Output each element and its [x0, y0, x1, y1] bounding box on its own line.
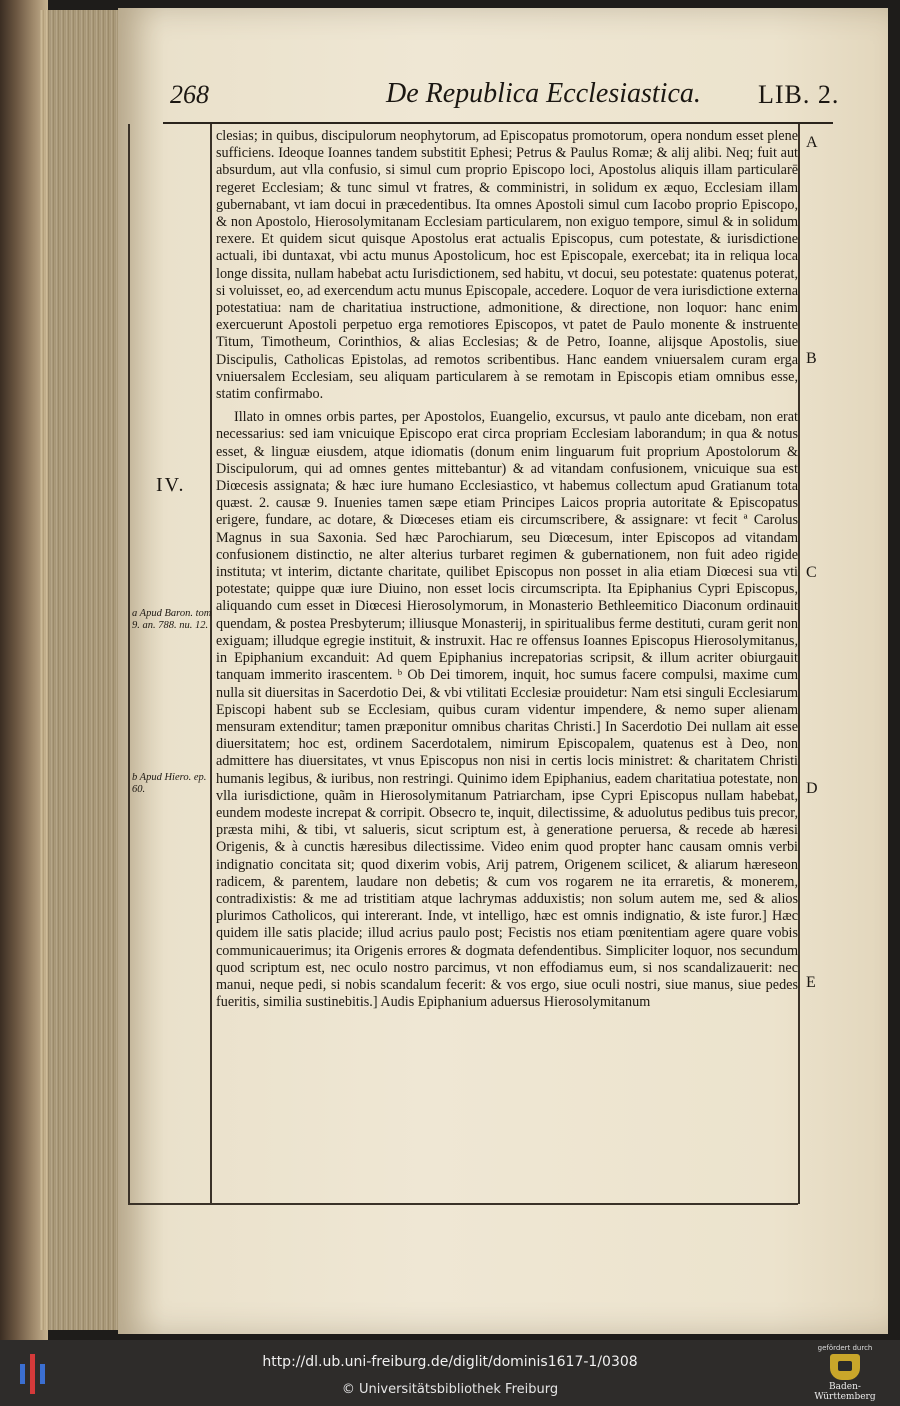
sponsor-line: gefördert durch [817, 1344, 873, 1352]
page-edges [40, 10, 130, 1330]
margin-letter-a: A [806, 134, 818, 151]
left-margin-rule [128, 124, 130, 1204]
side-note-a: a Apud Baron. tom 9. an. 788. nu. 12. [132, 608, 212, 631]
margin-letter-c: C [806, 564, 817, 581]
section-number: IV. [156, 474, 186, 496]
margin-letter-e: E [806, 974, 816, 991]
page-sheet [118, 8, 888, 1334]
running-title: De Republica Ecclesiastica. [386, 78, 701, 109]
right-margin-rule [798, 124, 800, 1204]
coat-of-arms-icon [830, 1354, 860, 1380]
sponsor-block [800, 1344, 890, 1402]
margin-letter-b: B [806, 350, 817, 367]
margin-letter-d: D [806, 780, 818, 797]
viewer-footer [0, 1340, 900, 1406]
book-label: LIB. 2. [758, 80, 840, 109]
paragraph: Illato in omnes orbis partes, per Apostolos, Euangelio, excursus, vt paulo ante dicebam, non erat necessarius: sed iam vnicuique Episcopo erat circa propriam Ecclesiam laborandum; in qua & notus esset, & linguæ eiusdem, atque idiomatis (donum enim linguarum fuit proprium Apostolorum & Discipulorum, qui ad omnes gentes mittebantur) & ad vitandam confusionem, vnicuique sua est Diœcesis assignata; & hæc iure humano Ecclesiastico, vt habemus collectum apud Gratianum tota quæst. 2. causæ 9. Inuenies tamen sæpe etiam Principes Laicos propria autoritate & Episcopatus erigere, fundare, ac dotare, & Diœceses etiam eis circumscribere, & assignare: vt fecit ª Carolus Magnus in sua Saxonia. Sed hæc Parochiarum, seu Diœcesum, inter Episcopos ad vitandam confusionem distinctio, ne alter alterius turbaret regimen & gubernationem, non fuit adeo rigide instituta; vt interim, dictante charitate, quilibet Episcopus non posset in alia etiam Diœcesi sua vti potestate; quippe quæ iure Diuino, non esset locis circumscripta. Ita Epiphanius Cypri Episcopus, aliquando cum esset in Diœcesi Hierosolymorum, in Monasterio Bethleemitico Diaconum ordinauit quendam, & postea Presbyterum; illiusque Monasterij, in spiritualibus ferme destituti, curam gerit non exiguam; illudque egregie instituit, & instruxit. Hac re offensus Ioannes Episcopus Hierosolymitanus, in Epiphanium excanduit: Ad quem Epiphanius increpatorias scripsit, & illum acriter obiurgauit tanquam immerito irascentem. ᵇ Ob Dei timorem, inquit, hoc sumus facere compulsi, maxime cum nulla sit diuersitas in Sacerdotio Dei, & vbi vtilitati Ecclesiæ prouidetur: Nam etsi singuli Ecclesiarum Episcopi habent sub se Ecclesiam, quibus curam videntur impendere, & nemo super alienam mensuram extenditur; tamen præponitur omnibus charitas Christi.] In Sacerdotio Dei nullam ait esse diuersitatem; hoc est, ordinem Sacerdotalem, nimirum Episcopalem, quatenus est à Deo, non admittere has diuersitates, vt vnus Episcopus non nisi in certis locis ministret: & charitatem Christi humanis legibus, & iuribus, non restringi. Quinimo idem Epiphanius, eadem charitatiua potestate, non vlla iurisdictione, quãm in Hierosolymitanum Patriarcham, ipse Cypri Episcopus nullam habebat, eundem modeste increpat & corripit. Obsecro te, inquit, dilectissime, & aduolutus pedibus tuis precor, præsta mihi, & tibi, vt salueris, sicut scriptum est, à generatione peruersa, & recede ab hæresi Origenis, & à cunctis hæresibus dilectissime. Video enim quod propter hanc causam omnis verbi indignatio concitata sit; quod dixerim vobis, Arij patrem, Origenem scilicet, & aliarum hæreseon radicem, & parentem, laudare non debetis; & cum vos rogarem ne ita erraretis, & monerem, contradixistis: & me ad tristitiam atque lachrymas adduxistis; non solum autem me, sed & alios plurimos Catholicos, qui intererant. Inde, vt intelligo, hæc est omnis indignatio, & iste furor.] Hæc quidem ille satis placide; illud acrius paulo post; Fecistis nos etiam pœnitentiam agere quare vobis communicauerimus; ita Origenis errores & dogmata defendentibus. Simpliciter loquor, nos secundum quod scriptum est, nec oculo nostro parcimus, vt non effodiamus eum, si nos scandalizauerit: nec manui, neque pedi, si nobis scandalum fecerit: & vos ergo, siue oculi nostri, siue manus, siue pedes fueritis, similia sustinebitis.] Audis Epiphanium aduersus Hierosolymitanum [216, 409, 798, 1011]
page-number: 268 [170, 80, 209, 109]
inner-margin-rule [210, 124, 212, 1204]
copyright-notice: © Universitätsbibliothek Freiburg [341, 1382, 559, 1397]
body-text [216, 128, 798, 1011]
sponsor-state: Baden-Württemberg [814, 1382, 876, 1402]
permalink-url[interactable]: http://dl.ub.uni-freiburg.de/diglit/dominis1617-1/0308 [262, 1354, 638, 1370]
paragraph: clesias; in quibus, discipulorum neophytorum, ad Episcopatus promotorum, opera nondum esset plene sufficiens. Ideoque Ioannes tandem substitit Ephesi; Petrus & Paulus Romæ; & alij alibi. Neq; fuit aut absurdum, aut vlla confusio, si simul cum proprio Episcopo loci, Apostolus aliquis illam particularē regeret Ecclesiam; & tunc simul vt fratres, & comministri, in solidum ex æquo, Ecclesiam illam gubernabant, vt iam docui in præcedentibus. Ita omnes Apostoli simul cum Iacobo proprio Episcopo, & non Apostolo, Hierosolymitanam Ecclesiam particularem, non exiguo tempore, simul & in solidum rexere. Et quidem sicut quisque Apostolus erat actualis Episcopus, cum potestate, & iurisdictione actuali, ibi duntaxat, vbi actu munus Apostolicum, hoc est Episcopale, exercebat; ita in reliqua loca longe dissita, nullam habebat actu Iurisdictionem, sed habitu, vt docui, seu potestate: quatenus poterat, si voluisset, eo, ad exercendum actu munus Episcopale, accedere. Loquor de vera iurisdictione externa potestatiua: nam de charitatiua instructione, admonitione, & directione, non loquor: hanc enim exercuerunt Apostoli perpetuo erga remotiores Episcopos, vt patet de Paulo monente & instruente Titum, Timotheum, Corinthios, & alias Ecclesias; & de Petro, Ioanne, alijsque Apostolis, siue Discipulis, Catholicas Epistolas, ad remotos scribentibus. Hanc eandem vniuersalem curam erga vniuersalem Ecclesiam, seu aliquam particularem à se remotam in Episcopis etiam omnibus esse, statim confirmabo. [216, 128, 798, 403]
side-note-b: b Apud Hiero. ep. 60. [132, 772, 207, 795]
header-rule [163, 122, 833, 124]
footer-rule [128, 1203, 798, 1205]
